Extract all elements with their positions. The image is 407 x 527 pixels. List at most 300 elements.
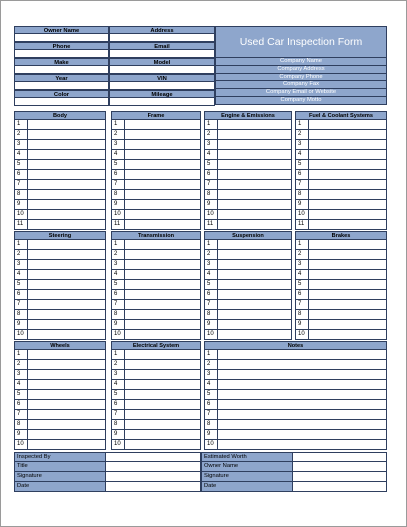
checklist-entry-field[interactable]: [125, 240, 200, 249]
checklist-entry-field[interactable]: [218, 330, 291, 339]
row-number: 9: [112, 320, 125, 329]
checklist-row: [295, 290, 387, 300]
checklist-entry-field[interactable]: [309, 150, 386, 159]
checklist-entry-field[interactable]: [218, 150, 291, 159]
vin-label: VIN: [109, 74, 215, 82]
notes-entry-field[interactable]: [218, 400, 386, 409]
section-title: Fuel & Coolant Systems: [295, 111, 387, 120]
checklist-row: [204, 210, 292, 220]
row-number: 6: [296, 170, 309, 179]
checklist-entry-field[interactable]: [28, 380, 105, 389]
checklist-entry-field[interactable]: [28, 130, 105, 139]
row-number: 2: [15, 250, 28, 259]
row-number: 10: [112, 210, 125, 219]
row-number: 1: [205, 350, 218, 359]
checklist-row: [204, 310, 292, 320]
checklist-row: [295, 160, 387, 170]
checklist-row: [204, 150, 292, 160]
checklist-row: [111, 120, 201, 130]
checklist-entry-field[interactable]: [28, 330, 105, 339]
checklist-row: [204, 160, 292, 170]
checklist-entry-field[interactable]: [218, 200, 291, 209]
checklist-entry-field[interactable]: [28, 180, 105, 189]
checklist-entry-field[interactable]: [28, 170, 105, 179]
checklist-entry-field[interactable]: [309, 270, 386, 279]
checklist-entry-field[interactable]: [218, 220, 291, 229]
row-number: 4: [15, 270, 28, 279]
checklist-entry-field[interactable]: [28, 210, 105, 219]
color-field[interactable]: [14, 98, 109, 106]
checklist-entry-field[interactable]: [125, 200, 200, 209]
checklist-entry-field[interactable]: [309, 260, 386, 269]
checklist-row: [204, 300, 292, 310]
checklist-row: [14, 320, 106, 330]
section-brakes: [295, 231, 387, 340]
checklist-row: [295, 330, 387, 340]
checklist-entry-field[interactable]: [125, 350, 200, 359]
row-number: 6: [15, 290, 28, 299]
checklist-entry-field[interactable]: [125, 210, 200, 219]
checklist-entry-field[interactable]: [309, 190, 386, 199]
checklist-entry-field[interactable]: [218, 120, 291, 129]
checklist-entry-field[interactable]: [125, 410, 200, 419]
checklist-entry-field[interactable]: [28, 420, 105, 429]
checklist-row: [295, 260, 387, 270]
row-number: 7: [112, 180, 125, 189]
row-number: 3: [112, 140, 125, 149]
row-number: 6: [112, 290, 125, 299]
row-number: 8: [112, 310, 125, 319]
row-number: 8: [15, 190, 28, 199]
row-number: 3: [112, 370, 125, 379]
checklist-entry-field[interactable]: [28, 270, 105, 279]
checklist-row: [204, 280, 292, 290]
checklist-entry-field[interactable]: [28, 370, 105, 379]
row-number: 10: [112, 440, 125, 449]
checklist-row: [111, 290, 201, 300]
checklist-entry-field[interactable]: [309, 210, 386, 219]
checklist-row: [14, 170, 106, 180]
checklist-row: [14, 120, 106, 130]
row-number: 8: [205, 310, 218, 319]
checklist-row: [111, 430, 201, 440]
checklist-entry-field[interactable]: [218, 260, 291, 269]
row-number: 5: [112, 390, 125, 399]
notes-entry-field[interactable]: [218, 390, 386, 399]
checklist-entry-field[interactable]: [309, 200, 386, 209]
section-title: Steering: [14, 231, 106, 240]
checklist-row: [204, 190, 292, 200]
date-input[interactable]: [106, 482, 201, 492]
checklist-entry-field[interactable]: [309, 180, 386, 189]
title-input[interactable]: [106, 462, 201, 472]
row-number: 1: [15, 120, 28, 129]
checklist-entry-field[interactable]: [125, 420, 200, 429]
email-field[interactable]: [109, 50, 215, 58]
checklist-entry-field[interactable]: [218, 210, 291, 219]
checklist-entry-field[interactable]: [125, 360, 200, 369]
checklist-entry-field[interactable]: [28, 260, 105, 269]
checklist-entry-field[interactable]: [218, 140, 291, 149]
row-number: 11: [205, 220, 218, 229]
checklist-entry-field[interactable]: [218, 270, 291, 279]
row-number: 3: [112, 260, 125, 269]
checklist-row: [14, 200, 106, 210]
notes-entry-field[interactable]: [218, 350, 386, 359]
row-number: 7: [205, 300, 218, 309]
checklist-entry-field[interactable]: [28, 220, 105, 229]
section-suspension: [204, 231, 292, 340]
checklist-entry-field[interactable]: [28, 390, 105, 399]
row-number: 10: [15, 440, 28, 449]
checklist-row: [111, 300, 201, 310]
checklist-entry-field[interactable]: [125, 390, 200, 399]
checklist-row: [204, 240, 292, 250]
checklist-entry-field[interactable]: [28, 440, 105, 449]
checklist-row: [14, 310, 106, 320]
checklist-row: [295, 180, 387, 190]
checklist-row: [204, 290, 292, 300]
row-number: 9: [296, 200, 309, 209]
row-number: 3: [205, 370, 218, 379]
row-number: 7: [296, 300, 309, 309]
checklist-row: [295, 220, 387, 230]
company-fax-line: Company Fax: [215, 81, 387, 89]
section-title: Suspension: [204, 231, 292, 240]
inspected-by-input[interactable]: [106, 452, 201, 462]
company-email-or-website-line: Company Email or Website: [215, 89, 387, 97]
checklist-entry-field[interactable]: [218, 240, 291, 249]
checklist-entry-field[interactable]: [125, 160, 200, 169]
checklist-entry-field[interactable]: [28, 160, 105, 169]
checklist-entry-field[interactable]: [218, 190, 291, 199]
mileage-label: Mileage: [109, 90, 215, 98]
checklist-row: [111, 420, 201, 430]
row-number: 8: [112, 190, 125, 199]
section-title: Notes: [204, 341, 387, 350]
checklist-row: [111, 210, 201, 220]
row-number: 1: [205, 120, 218, 129]
row-number: 4: [205, 150, 218, 159]
row-number: 2: [15, 360, 28, 369]
checklist-entry-field[interactable]: [218, 290, 291, 299]
checklist-row: [14, 370, 106, 380]
section-notes: [204, 341, 387, 450]
checklist-row: [111, 260, 201, 270]
row-number: 6: [15, 170, 28, 179]
checklist-entry-field[interactable]: [218, 280, 291, 289]
row-number: 1: [112, 240, 125, 249]
company-phone-line: Company Phone: [215, 74, 387, 82]
checklist-entry-field[interactable]: [28, 410, 105, 419]
signature-input-right[interactable]: [293, 472, 387, 482]
checklist-row: [111, 140, 201, 150]
address-label: Address: [109, 26, 215, 34]
model-field[interactable]: [109, 66, 215, 74]
notes-row: [204, 420, 387, 430]
date-label: Date: [14, 482, 106, 492]
email-label: Email: [109, 42, 215, 50]
mileage-field[interactable]: [109, 98, 215, 106]
row-number: 10: [296, 330, 309, 339]
section-frame: [111, 111, 201, 230]
checklist-entry-field[interactable]: [125, 380, 200, 389]
checklist-entry-field[interactable]: [28, 150, 105, 159]
row-number: 2: [112, 130, 125, 139]
row-number: 5: [15, 280, 28, 289]
owner-name-input-right[interactable]: [293, 462, 387, 472]
checklist-entry-field[interactable]: [28, 320, 105, 329]
row-number: 8: [112, 420, 125, 429]
checklist-entry-field[interactable]: [309, 300, 386, 309]
checklist-row: [14, 160, 106, 170]
checklist-entry-field[interactable]: [28, 400, 105, 409]
checklist-entry-field[interactable]: [218, 310, 291, 319]
notes-entry-field[interactable]: [218, 370, 386, 379]
checklist-entry-field[interactable]: [28, 140, 105, 149]
checklist-row: [14, 250, 106, 260]
checklist-entry-field[interactable]: [28, 360, 105, 369]
checklist-entry-field[interactable]: [218, 250, 291, 259]
row-number: 2: [112, 360, 125, 369]
checklist-entry-field[interactable]: [28, 120, 105, 129]
row-number: 3: [15, 140, 28, 149]
checklist-entry-field[interactable]: [125, 180, 200, 189]
vin-field[interactable]: [109, 82, 215, 90]
row-number: 9: [15, 430, 28, 439]
checklist-row: [111, 130, 201, 140]
checklist-row: [111, 320, 201, 330]
make-label: Make: [14, 58, 109, 66]
date-label-right: Date: [201, 482, 293, 492]
section-title: Electrical System: [111, 341, 201, 350]
checklist-entry-field[interactable]: [125, 170, 200, 179]
checklist-row: [111, 170, 201, 180]
row-number: 7: [112, 300, 125, 309]
checklist-entry-field[interactable]: [309, 290, 386, 299]
checklist-row: [14, 180, 106, 190]
company-motto-line: Company Motto: [215, 97, 387, 105]
checklist-entry-field[interactable]: [125, 430, 200, 439]
row-number: 4: [15, 150, 28, 159]
checklist-row: [14, 140, 106, 150]
checklist-row: [111, 370, 201, 380]
checklist-entry-field[interactable]: [28, 200, 105, 209]
checklist-entry-field[interactable]: [125, 220, 200, 229]
checklist-row: [295, 120, 387, 130]
checklist-row: [204, 200, 292, 210]
row-number: 2: [15, 130, 28, 139]
row-number: 5: [205, 390, 218, 399]
checklist-row: [295, 270, 387, 280]
owner-name-label-right: Owner Name: [201, 462, 293, 472]
checklist-entry-field[interactable]: [125, 140, 200, 149]
notes-entry-field[interactable]: [218, 420, 386, 429]
row-number: 4: [296, 150, 309, 159]
row-number: 7: [205, 180, 218, 189]
checklist-row: [14, 220, 106, 230]
checklist-entry-field[interactable]: [125, 330, 200, 339]
checklist-entry-field[interactable]: [125, 260, 200, 269]
row-number: 9: [15, 320, 28, 329]
checklist-entry-field[interactable]: [309, 310, 386, 319]
checklist-entry-field[interactable]: [28, 430, 105, 439]
row-number: 1: [205, 240, 218, 249]
checklist-entry-field[interactable]: [309, 320, 386, 329]
checklist-row: [295, 150, 387, 160]
checklist-entry-field[interactable]: [218, 180, 291, 189]
checklist-entry-field[interactable]: [309, 250, 386, 259]
checklist-entry-field[interactable]: [28, 310, 105, 319]
row-number: 10: [112, 330, 125, 339]
row-number: 7: [15, 410, 28, 419]
checklist-entry-field[interactable]: [125, 280, 200, 289]
title-label: Title: [14, 462, 106, 472]
row-number: 8: [296, 310, 309, 319]
checklist-entry-field[interactable]: [125, 370, 200, 379]
checklist-entry-field[interactable]: [218, 130, 291, 139]
checklist-entry-field[interactable]: [309, 220, 386, 229]
address-field[interactable]: [109, 34, 215, 42]
row-number: 1: [296, 240, 309, 249]
row-number: 7: [205, 410, 218, 419]
checklist-row: [14, 260, 106, 270]
checklist-entry-field[interactable]: [125, 300, 200, 309]
checklist-entry-field[interactable]: [218, 160, 291, 169]
row-number: 4: [15, 380, 28, 389]
checklist-row: [204, 330, 292, 340]
row-number: 10: [205, 440, 218, 449]
checklist-entry-field[interactable]: [28, 240, 105, 249]
row-number: 3: [205, 140, 218, 149]
owner-name-field[interactable]: [14, 34, 109, 42]
row-number: 10: [296, 210, 309, 219]
estimated-worth-label-right: Estimated Worth: [201, 452, 293, 462]
date-input-right[interactable]: [293, 482, 387, 492]
checklist-row: [14, 130, 106, 140]
checklist-entry-field[interactable]: [309, 120, 386, 129]
year-field[interactable]: [14, 82, 109, 90]
checklist-row: [111, 150, 201, 160]
row-number: 5: [296, 280, 309, 289]
row-number: 5: [112, 280, 125, 289]
checklist-entry-field[interactable]: [218, 300, 291, 309]
row-number: 4: [296, 270, 309, 279]
checklist-row: [14, 280, 106, 290]
signature-input[interactable]: [106, 472, 201, 482]
row-number: 11: [112, 220, 125, 229]
checklist-entry-field[interactable]: [309, 130, 386, 139]
checklist-row: [111, 280, 201, 290]
row-number: 2: [205, 250, 218, 259]
row-number: 5: [15, 390, 28, 399]
checklist-entry-field[interactable]: [125, 250, 200, 259]
section-title: Body: [14, 111, 106, 120]
checklist-entry-field[interactable]: [28, 250, 105, 259]
checklist-row: [111, 200, 201, 210]
checklist-row: [204, 220, 292, 230]
row-number: 2: [205, 130, 218, 139]
checklist-entry-field[interactable]: [28, 290, 105, 299]
row-number: 3: [296, 140, 309, 149]
checklist-entry-field[interactable]: [28, 190, 105, 199]
checklist-entry-field[interactable]: [125, 270, 200, 279]
checklist-entry-field[interactable]: [125, 400, 200, 409]
row-number: 4: [205, 380, 218, 389]
phone-field[interactable]: [14, 50, 109, 58]
make-field[interactable]: [14, 66, 109, 74]
notes-entry-field[interactable]: [218, 380, 386, 389]
checklist-row: [295, 310, 387, 320]
row-number: 5: [205, 280, 218, 289]
checklist-entry-field[interactable]: [28, 300, 105, 309]
checklist-entry-field[interactable]: [125, 320, 200, 329]
notes-row: [204, 350, 387, 360]
checklist-entry-field[interactable]: [125, 190, 200, 199]
checklist-entry-field[interactable]: [28, 350, 105, 359]
row-number: 11: [296, 220, 309, 229]
checklist-entry-field[interactable]: [309, 280, 386, 289]
row-number: 7: [15, 180, 28, 189]
row-number: 6: [296, 290, 309, 299]
section-title: Brakes: [295, 231, 387, 240]
row-number: 8: [15, 310, 28, 319]
estimated-worth-input-right[interactable]: [293, 452, 387, 462]
row-number: 2: [296, 250, 309, 259]
notes-entry-field[interactable]: [218, 360, 386, 369]
checklist-row: [204, 320, 292, 330]
section-title: Wheels: [14, 341, 106, 350]
checklist-entry-field[interactable]: [309, 160, 386, 169]
checklist-entry-field[interactable]: [309, 170, 386, 179]
notes-entry-field[interactable]: [218, 410, 386, 419]
checklist-row: [295, 140, 387, 150]
section-title: Frame: [111, 111, 201, 120]
notes-row: [204, 410, 387, 420]
checklist-row: [14, 150, 106, 160]
checklist-row: [295, 130, 387, 140]
row-number: 6: [205, 170, 218, 179]
checklist-entry-field[interactable]: [218, 320, 291, 329]
checklist-entry-field[interactable]: [125, 130, 200, 139]
row-number: 2: [112, 250, 125, 259]
row-number: 6: [112, 400, 125, 409]
row-number: 1: [15, 240, 28, 249]
checklist-entry-field[interactable]: [309, 330, 386, 339]
checklist-entry-field[interactable]: [309, 140, 386, 149]
row-number: 5: [296, 160, 309, 169]
checklist-entry-field[interactable]: [125, 310, 200, 319]
checklist-entry-field[interactable]: [125, 150, 200, 159]
row-number: 1: [112, 120, 125, 129]
row-number: 8: [296, 190, 309, 199]
checklist-entry-field[interactable]: [125, 440, 200, 449]
notes-entry-field[interactable]: [218, 430, 386, 439]
checklist-row: [14, 190, 106, 200]
section-wheels: [14, 341, 106, 450]
checklist-entry-field[interactable]: [309, 240, 386, 249]
notes-entry-field[interactable]: [218, 440, 386, 449]
checklist-entry-field[interactable]: [28, 280, 105, 289]
notes-row: [204, 440, 387, 450]
checklist-entry-field[interactable]: [125, 120, 200, 129]
checklist-entry-field[interactable]: [218, 170, 291, 179]
checklist-entry-field[interactable]: [125, 290, 200, 299]
checklist-row: [295, 170, 387, 180]
row-number: 8: [205, 420, 218, 429]
checklist-row: [111, 390, 201, 400]
row-number: 7: [112, 410, 125, 419]
